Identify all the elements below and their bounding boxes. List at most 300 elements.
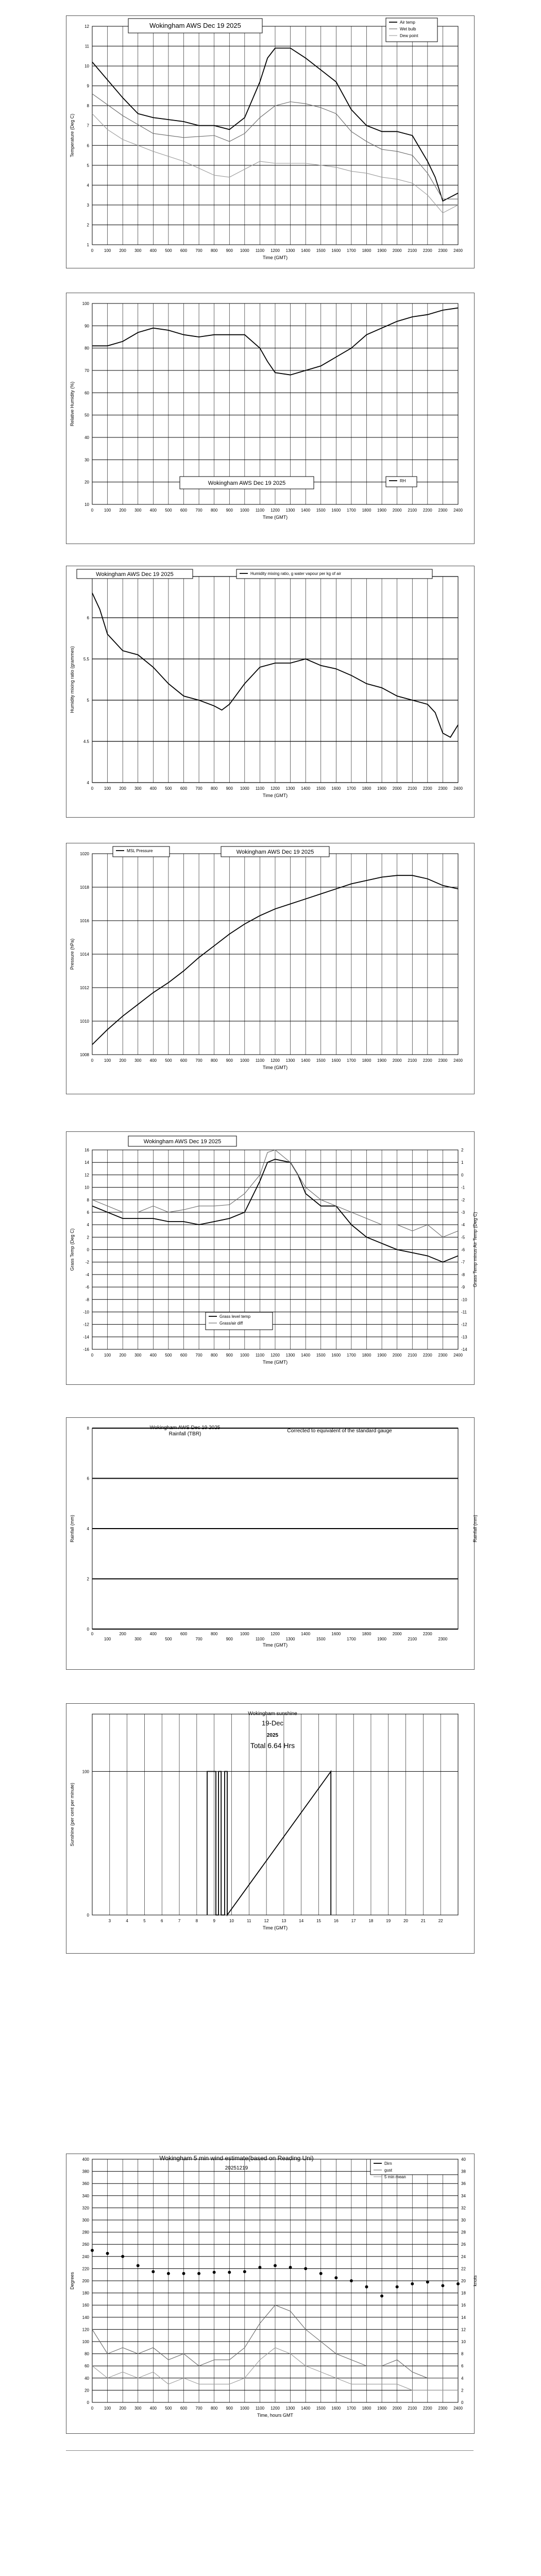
x-tick-label: 500 — [165, 1058, 172, 1063]
x-tick-label: 2100 — [408, 2406, 417, 2411]
x-tick-label: 500 — [165, 248, 172, 253]
wind-direction-point — [396, 2285, 399, 2289]
x-tick-label: 1200 — [270, 1058, 280, 1063]
x-tick-label: 1600 — [331, 248, 341, 253]
x-tick-label: 1700 — [347, 1353, 356, 1358]
x-tick-label: 0 — [91, 1632, 94, 1636]
y-tick-label: -2 — [85, 1260, 89, 1265]
x-tick-label: 20 — [403, 1919, 409, 1923]
x-axis-label: Time (GMT) — [262, 1925, 288, 1930]
y2-tick-label: 2 — [461, 1148, 464, 1153]
x-tick-label: 400 — [149, 1353, 157, 1358]
y2-tick-label: -12 — [461, 1322, 467, 1327]
y-tick-label: 140 — [82, 2315, 89, 2320]
x-tick-label: 900 — [226, 508, 233, 513]
wind-direction-point — [319, 2272, 323, 2275]
y2-tick-label: 12 — [461, 2327, 466, 2332]
wind-direction-point — [91, 2249, 94, 2252]
y2-tick-label: 0 — [461, 2400, 464, 2405]
x-tick-label: 1000 — [240, 786, 249, 791]
x-tick-label: 800 — [210, 2406, 218, 2411]
x-tick-label: 1400 — [301, 786, 311, 791]
legend-label: Dirn — [384, 2161, 392, 2166]
chart-humidity-panel — [66, 293, 475, 544]
x-tick-label: 3 — [108, 1919, 111, 1923]
y-tick-label: 10 — [84, 1185, 89, 1190]
x-tick-label: 100 — [104, 786, 111, 791]
x-tick-label: 0 — [91, 2406, 94, 2411]
x-tick-label: 900 — [226, 1353, 233, 1358]
chart-total: Total 6.64 Hrs — [250, 1741, 295, 1750]
y2-axis-label: Grass Temp minus Air Temp (Deg C) — [472, 1212, 478, 1287]
x-tick-label: 2300 — [438, 786, 448, 791]
x-tick-label: 22 — [438, 1919, 443, 1923]
x-tick-label: 1500 — [316, 1353, 326, 1358]
x-tick-label: 700 — [195, 508, 202, 513]
x-tick-label: 14 — [299, 1919, 304, 1923]
x-tick-label: 2100 — [408, 786, 417, 791]
x-tick-label: 15 — [316, 1919, 321, 1923]
x-tick-label: 100 — [104, 2406, 111, 2411]
x-tick-label: 1900 — [377, 786, 386, 791]
x-tick-label: 2400 — [453, 508, 463, 513]
wind-direction-point — [121, 2255, 124, 2258]
y-tick-label: 2 — [87, 223, 89, 228]
wind-direction-point — [228, 2270, 231, 2274]
y-tick-label: 5 — [87, 163, 89, 168]
y-tick-label: 20 — [84, 2388, 89, 2393]
x-tick-label: 2100 — [408, 1637, 417, 1641]
x-tick-label: 100 — [104, 508, 111, 513]
y2-tick-label: 38 — [461, 2169, 466, 2174]
y2-tick-label: 22 — [461, 2266, 466, 2272]
chart-subtitle: Rainfall (TBR) — [168, 1431, 201, 1437]
y-tick-label: 70 — [84, 368, 89, 373]
y2-tick-label: 16 — [461, 2303, 466, 2308]
y-tick-label: 4 — [87, 183, 89, 188]
x-tick-label: 1200 — [270, 508, 280, 513]
y2-tick-label: 24 — [461, 2254, 466, 2259]
x-tick-label: 1300 — [285, 786, 295, 791]
x-tick-label: 1500 — [316, 508, 326, 513]
x-tick-label: 300 — [134, 1353, 142, 1358]
y2-tick-label: -13 — [461, 1334, 467, 1340]
legend-label: Humidity mixing ratio, g water vapour per kg of air — [250, 571, 342, 576]
y-axis-label: Relative Humidity (%) — [70, 381, 75, 427]
chart-wind-panel — [66, 2154, 478, 2434]
legend-label: MSL Pressure — [127, 849, 153, 853]
wind-direction-point — [151, 2270, 155, 2273]
x-tick-label: 400 — [149, 786, 157, 791]
x-tick-label: 1100 — [255, 1058, 265, 1063]
y-tick-label: 9 — [87, 83, 89, 89]
x-tick-label: 800 — [210, 1632, 218, 1636]
x-tick-label: 1000 — [240, 508, 249, 513]
y2-tick-label: 32 — [461, 2206, 466, 2211]
x-tick-label: 400 — [149, 1632, 157, 1636]
x-tick-label: 1000 — [240, 1353, 249, 1358]
x-tick-label: 200 — [119, 786, 126, 791]
x-tick-label: 1100 — [255, 1353, 265, 1358]
x-tick-label: 1400 — [301, 248, 311, 253]
x-tick-label: 2000 — [392, 786, 402, 791]
wind-direction-point — [334, 2276, 337, 2279]
y-tick-label: 180 — [82, 2291, 89, 2296]
y-tick-label: 20 — [84, 480, 89, 485]
y-tick-label: 6 — [87, 1210, 89, 1215]
x-tick-label: 8 — [195, 1919, 198, 1923]
x-tick-label: 1900 — [377, 2406, 386, 2411]
y2-tick-label: -9 — [461, 1285, 465, 1290]
chart-title: Wokingham sunshine — [248, 1711, 297, 1717]
legend-label: 5 min mean — [384, 2175, 406, 2179]
y-tick-label: 1016 — [80, 919, 89, 923]
x-tick-label: 1200 — [270, 248, 280, 253]
x-axis-label: Time (GMT) — [262, 515, 288, 520]
x-tick-label: 1100 — [255, 1637, 265, 1641]
x-tick-label: 1300 — [285, 508, 295, 513]
x-axis-label: Time (GMT) — [262, 1642, 288, 1648]
x-tick-label: 600 — [180, 1353, 188, 1358]
y-tick-label: 12 — [84, 1173, 89, 1178]
x-tick-label: 2300 — [438, 248, 448, 253]
y2-tick-label: -10 — [461, 1297, 467, 1302]
y-tick-label: 2 — [87, 1577, 89, 1582]
x-tick-label: 400 — [149, 508, 157, 513]
x-tick-label: 1700 — [347, 1637, 356, 1641]
y-tick-label: 8 — [87, 1197, 89, 1202]
x-tick-label: 200 — [119, 508, 126, 513]
x-tick-label: 1300 — [285, 1353, 295, 1358]
y-tick-label: 8 — [87, 1426, 89, 1431]
x-tick-label: 1700 — [347, 508, 356, 513]
x-tick-label: 1600 — [331, 1353, 341, 1358]
x-tick-label: 400 — [149, 2406, 157, 2411]
y-tick-label: 11 — [84, 44, 89, 49]
y-tick-label: 4 — [87, 1223, 89, 1228]
x-tick-label: 2200 — [422, 1353, 432, 1358]
x-tick-label: 300 — [134, 1637, 142, 1641]
y-tick-label: 30 — [84, 457, 89, 463]
x-tick-label: 17 — [351, 1919, 356, 1923]
x-tick-label: 1600 — [331, 508, 341, 513]
x-tick-label: 1000 — [240, 248, 249, 253]
x-tick-label: 9 — [213, 1919, 215, 1923]
y-tick-label: 3 — [87, 202, 89, 208]
x-tick-label: 10 — [229, 1919, 234, 1923]
y-axis-label: Temperature (Deg C) — [70, 113, 75, 158]
x-tick-label: 21 — [420, 1919, 426, 1923]
y-tick-label: 6 — [87, 1476, 89, 1481]
x-tick-label: 1800 — [362, 1632, 371, 1636]
x-tick-label: 2300 — [438, 1353, 448, 1358]
x-tick-label: 1300 — [285, 1058, 295, 1063]
chart-mixing-ratio-panel — [66, 566, 475, 818]
legend-label: Wet bulb — [400, 27, 416, 31]
y-tick-label: 5 — [87, 698, 89, 703]
x-tick-label: 400 — [149, 1058, 157, 1063]
x-tick-label: 600 — [180, 786, 188, 791]
x-tick-label: 800 — [210, 1353, 218, 1358]
y-tick-label: 1014 — [80, 952, 89, 957]
chart-title: Wokingham AWS Dec 19 2025 — [96, 571, 174, 578]
y-tick-label: -12 — [83, 1322, 89, 1327]
x-tick-label: 2300 — [438, 1637, 448, 1641]
y-tick-label: 360 — [82, 2181, 89, 2187]
x-tick-label: 1100 — [255, 248, 265, 253]
chart-title: Wokingham AWS Dec 19 2025 — [149, 22, 241, 29]
chart-title: Wokingham 5 min wind estimate(based on Reading Uni) — [159, 2155, 314, 2162]
x-tick-label: 100 — [104, 1637, 111, 1641]
x-tick-label: 500 — [165, 1637, 172, 1641]
y-tick-label: -16 — [83, 1347, 89, 1352]
y-tick-label: 1010 — [80, 1019, 89, 1024]
y2-tick-label: -11 — [461, 1310, 467, 1315]
y-tick-label: 1020 — [80, 852, 89, 856]
y2-tick-label: -8 — [461, 1272, 465, 1277]
x-tick-label: 1800 — [362, 786, 371, 791]
chart-grass-temp — [66, 1132, 478, 1384]
x-tick-label: 1400 — [301, 2406, 311, 2411]
y2-tick-label: 18 — [461, 2291, 466, 2296]
y-axis-label: Rainfall (mm) — [70, 1515, 75, 1543]
wind-direction-point — [411, 2282, 414, 2285]
x-tick-label: 500 — [165, 786, 172, 791]
x-tick-label: 1600 — [331, 2406, 341, 2411]
wind-direction-point — [274, 2264, 277, 2267]
y-tick-label: 100 — [82, 1769, 89, 1774]
x-tick-label: 0 — [91, 1058, 94, 1063]
y-tick-label: 0 — [87, 1247, 89, 1252]
y-tick-label: 90 — [84, 324, 89, 329]
x-tick-label: 200 — [119, 1353, 126, 1358]
y2-tick-label: 26 — [461, 2242, 466, 2247]
y2-tick-label: 34 — [461, 2193, 466, 2198]
chart-mixing-ratio — [66, 566, 474, 817]
x-tick-label: 700 — [195, 2406, 202, 2411]
y2-tick-label: 4 — [461, 2376, 464, 2381]
x-tick-label: 1500 — [316, 248, 326, 253]
x-tick-label: 1400 — [301, 1353, 311, 1358]
y-tick-label: 4 — [87, 1527, 89, 1531]
y2-tick-label: 0 — [461, 1173, 464, 1178]
wind-direction-point — [304, 2267, 307, 2270]
y-tick-label: -4 — [85, 1272, 89, 1277]
x-axis-label: Time (GMT) — [262, 793, 288, 798]
x-tick-label: 2200 — [422, 1058, 432, 1063]
chart-sunshine — [66, 1704, 474, 1953]
y2-tick-label: -4 — [461, 1223, 465, 1228]
x-tick-label: 2200 — [422, 508, 432, 513]
y-tick-label: 0 — [87, 1913, 89, 1918]
y-tick-label: 16 — [84, 1148, 89, 1153]
x-tick-label: 1200 — [270, 2406, 280, 2411]
x-tick-label: 1500 — [316, 1058, 326, 1063]
x-tick-label: 900 — [226, 786, 233, 791]
chart-title: Wokingham AWS Dec 19 2025 — [236, 849, 314, 855]
y-tick-label: 60 — [84, 391, 89, 396]
x-tick-label: 1500 — [316, 2406, 326, 2411]
y2-tick-label: -3 — [461, 1210, 465, 1215]
x-tick-label: 200 — [119, 1058, 126, 1063]
y-tick-label: 10 — [84, 502, 89, 507]
x-tick-label: 1500 — [316, 786, 326, 791]
x-tick-label: 700 — [195, 1637, 202, 1641]
chart-title: Wokingham AWS Dec 19 2025 — [143, 1139, 222, 1145]
x-tick-label: 1900 — [377, 1637, 386, 1641]
y-tick-label: 240 — [82, 2254, 89, 2259]
x-tick-label: 200 — [119, 1632, 126, 1636]
x-tick-label: 1800 — [362, 508, 371, 513]
chart-humidity — [66, 293, 474, 544]
x-tick-label: 300 — [134, 248, 142, 253]
chart-rainfall — [66, 1418, 478, 1669]
x-tick-label: 600 — [180, 248, 188, 253]
x-tick-label: 2100 — [408, 248, 417, 253]
legend-label: Grass level temp — [219, 1314, 251, 1319]
x-axis-label: Time (GMT) — [262, 1065, 288, 1070]
y-tick-label: 4 — [87, 781, 89, 785]
y-tick-label: 1018 — [80, 885, 89, 890]
legend-label: gust — [384, 2168, 393, 2173]
x-tick-label: 1900 — [377, 508, 386, 513]
x-tick-label: 500 — [165, 508, 172, 513]
x-tick-label: 18 — [368, 1919, 374, 1923]
x-tick-label: 1600 — [331, 1632, 341, 1636]
x-tick-label: 1200 — [270, 786, 280, 791]
y-tick-label: 200 — [82, 2279, 89, 2283]
x-tick-label: 500 — [165, 1353, 172, 1358]
wind-direction-point — [106, 2252, 109, 2255]
y2-tick-label: -5 — [461, 1235, 465, 1240]
x-tick-label: 6 — [161, 1919, 163, 1923]
x-tick-label: 600 — [180, 508, 188, 513]
x-tick-label: 1800 — [362, 1353, 371, 1358]
x-tick-label: 2200 — [422, 248, 432, 253]
y-tick-label: 5.5 — [83, 657, 89, 662]
y-tick-label: 100 — [82, 301, 89, 306]
x-tick-label: 100 — [104, 1353, 111, 1358]
x-tick-label: 1400 — [301, 1058, 311, 1063]
y-tick-label: -6 — [85, 1285, 89, 1290]
x-tick-label: 500 — [165, 2406, 172, 2411]
y-tick-label: 6 — [87, 143, 89, 148]
x-tick-label: 2000 — [392, 508, 402, 513]
x-axis-label: Time (GMT) — [262, 255, 288, 260]
x-tick-label: 2300 — [438, 2406, 448, 2411]
x-tick-label: 13 — [281, 1919, 286, 1923]
x-tick-label: 2000 — [392, 1058, 402, 1063]
y2-tick-label: 28 — [461, 2230, 466, 2235]
x-tick-label: 1800 — [362, 2406, 371, 2411]
y-tick-label: 80 — [84, 346, 89, 351]
x-tick-label: 2100 — [408, 1058, 417, 1063]
x-tick-label: 2100 — [408, 1353, 417, 1358]
x-tick-label: 1700 — [347, 2406, 356, 2411]
y-tick-label: 120 — [82, 2327, 89, 2332]
y-tick-label: 1008 — [80, 1053, 89, 1057]
x-tick-label: 1400 — [301, 1632, 311, 1636]
y-tick-label: 2 — [87, 1235, 89, 1240]
x-tick-label: 1700 — [347, 248, 356, 253]
chart-subtitle: 20251219 — [225, 2165, 248, 2171]
x-tick-label: 2400 — [453, 786, 463, 791]
wind-direction-point — [426, 2280, 429, 2283]
legend-label: Grass/air diff — [219, 1321, 243, 1326]
x-tick-label: 2000 — [392, 248, 402, 253]
y-tick-label: 8 — [87, 104, 89, 109]
x-tick-label: 2400 — [453, 2406, 463, 2411]
x-tick-label: 0 — [91, 508, 94, 513]
x-tick-label: 100 — [104, 1058, 111, 1063]
x-tick-label: 1400 — [301, 508, 311, 513]
x-tick-label: 2000 — [392, 1353, 402, 1358]
x-tick-label: 1000 — [240, 2406, 249, 2411]
x-tick-label: 1300 — [285, 1637, 295, 1641]
x-tick-label: 200 — [119, 248, 126, 253]
wind-direction-point — [441, 2284, 444, 2287]
x-axis-label: Time, hours GMT — [257, 2413, 293, 2418]
wind-direction-point — [243, 2270, 246, 2273]
y-tick-label: 4.5 — [83, 739, 89, 744]
x-tick-label: 2300 — [438, 1058, 448, 1063]
legend-label: Dew point — [400, 33, 418, 38]
y2-tick-label: 8 — [461, 2351, 464, 2357]
y-tick-label: 220 — [82, 2266, 89, 2272]
y-axis-label: Humidity mixing ratio (grammes) — [70, 646, 75, 713]
x-tick-label: 1600 — [331, 786, 341, 791]
x-tick-label: 300 — [134, 786, 142, 791]
chart-subtitle: 19-Dec — [262, 1719, 283, 1727]
wind-direction-point — [365, 2285, 368, 2289]
x-tick-label: 11 — [247, 1919, 251, 1923]
x-tick-label: 700 — [195, 1353, 202, 1358]
x-tick-label: 1600 — [331, 1058, 341, 1063]
wind-direction-point — [167, 2272, 170, 2275]
x-tick-label: 2400 — [453, 1353, 463, 1358]
x-tick-label: 800 — [210, 1058, 218, 1063]
x-tick-label: 600 — [180, 1632, 188, 1636]
y-tick-label: 160 — [82, 2303, 89, 2308]
y2-axis-label: Rainfall (mm) — [472, 1515, 478, 1543]
y2-axis-label: knots — [472, 2275, 478, 2286]
x-tick-label: 700 — [195, 786, 202, 791]
wind-direction-point — [258, 2266, 261, 2269]
x-tick-label: 300 — [134, 508, 142, 513]
y2-tick-label: 1 — [461, 1160, 464, 1165]
x-tick-label: 2300 — [438, 508, 448, 513]
y-tick-label: 10 — [84, 64, 89, 69]
bottom-divider — [66, 2450, 474, 2451]
wind-direction-point — [137, 2264, 140, 2267]
x-tick-label: 600 — [180, 1058, 188, 1063]
chart-temperature — [66, 16, 474, 268]
x-tick-label: 900 — [226, 2406, 233, 2411]
y-tick-label: 0 — [87, 2400, 89, 2405]
x-tick-label: 1000 — [240, 1632, 249, 1636]
x-tick-label: 800 — [210, 248, 218, 253]
x-tick-label: 1900 — [377, 1353, 386, 1358]
x-tick-label: 1100 — [255, 508, 265, 513]
x-tick-label: 2400 — [453, 248, 463, 253]
x-tick-label: 2200 — [422, 2406, 432, 2411]
x-tick-label: 7 — [178, 1919, 181, 1923]
x-tick-label: 900 — [226, 248, 233, 253]
y-tick-label: 6 — [87, 616, 89, 620]
y2-tick-label: 36 — [461, 2181, 466, 2187]
x-tick-label: 900 — [226, 1058, 233, 1063]
y-tick-label: 260 — [82, 2242, 89, 2247]
